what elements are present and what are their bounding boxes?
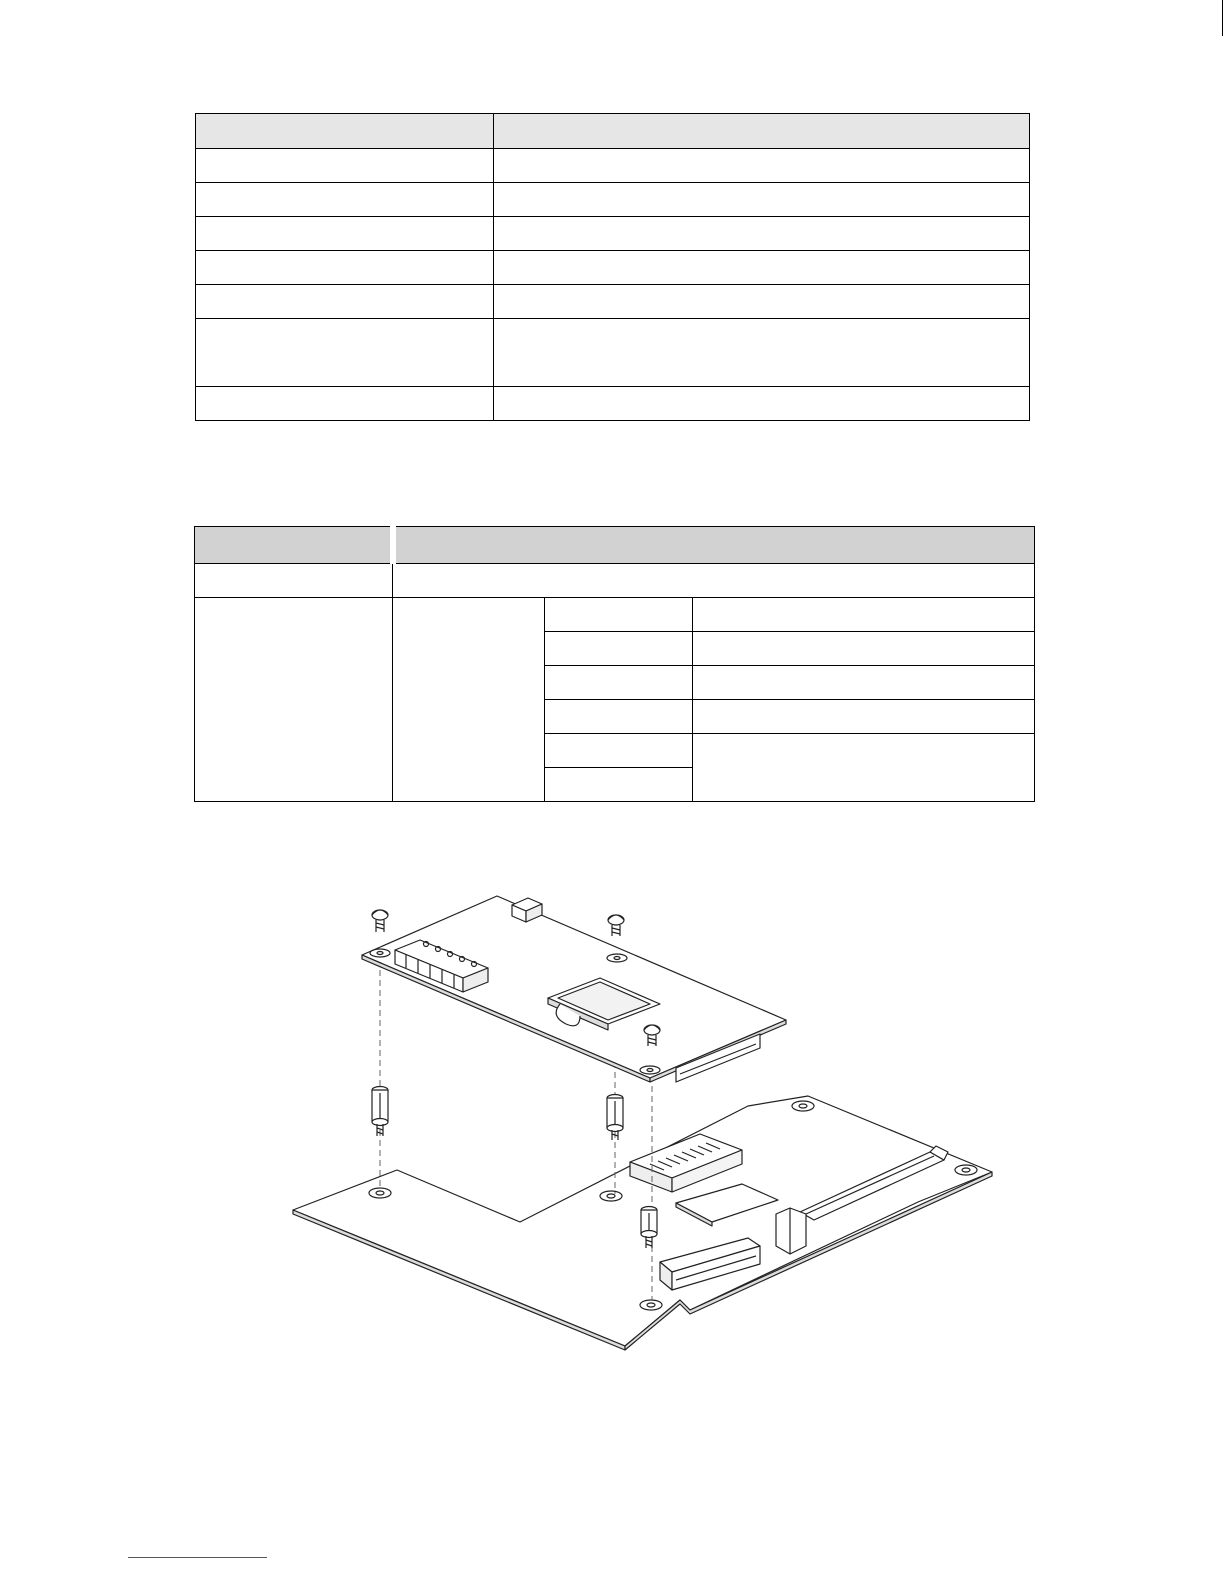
table-row (196, 387, 1030, 421)
table-header-row (195, 527, 1035, 564)
table-cell (545, 632, 693, 666)
table-cell (393, 564, 1035, 598)
table-cell (494, 387, 1030, 421)
spec-table-2 (194, 526, 1035, 802)
table-cell (494, 183, 1030, 217)
table-cell (693, 666, 1035, 700)
table-row (195, 564, 1035, 598)
table-row (196, 285, 1030, 319)
standoff-icon (372, 1087, 388, 1137)
page-edge-rule (1222, 0, 1223, 36)
footer-link-underline[interactable] (128, 1557, 267, 1558)
table-cell (545, 768, 693, 802)
table-cell (195, 564, 393, 598)
table-cell (196, 183, 494, 217)
table-cell (545, 666, 693, 700)
table-header-row (196, 114, 1030, 149)
header-cell (196, 114, 494, 149)
table-cell (196, 251, 494, 285)
table-row (196, 251, 1030, 285)
table-cell (545, 598, 693, 632)
header-cell (195, 527, 393, 564)
table-cell (494, 149, 1030, 183)
table-cell (693, 632, 1035, 666)
board-assembly-diagram (280, 880, 1000, 1360)
table-row (195, 598, 1035, 632)
screw-icon (608, 915, 624, 936)
table-row (196, 217, 1030, 251)
header-cell (393, 527, 1035, 564)
table-cell (693, 700, 1035, 734)
table-row (196, 183, 1030, 217)
table-row (196, 319, 1030, 387)
table-cell (196, 217, 494, 251)
header-cell (494, 114, 1030, 149)
table-cell (494, 251, 1030, 285)
table-cell (195, 598, 393, 802)
screw-icon (372, 910, 388, 932)
spec-table-1 (195, 113, 1030, 421)
daughter-board (362, 896, 786, 1082)
table-cell (545, 700, 693, 734)
table-cell (196, 285, 494, 319)
table-cell (393, 598, 545, 802)
table-cell (545, 734, 693, 768)
table-cell (494, 319, 1030, 387)
table-cell (196, 149, 494, 183)
table-row (196, 149, 1030, 183)
table-cell (494, 285, 1030, 319)
table-cell (196, 387, 494, 421)
table-cell (693, 734, 1035, 802)
table-cell (494, 217, 1030, 251)
table-cell (196, 319, 494, 387)
table-cell (693, 598, 1035, 632)
